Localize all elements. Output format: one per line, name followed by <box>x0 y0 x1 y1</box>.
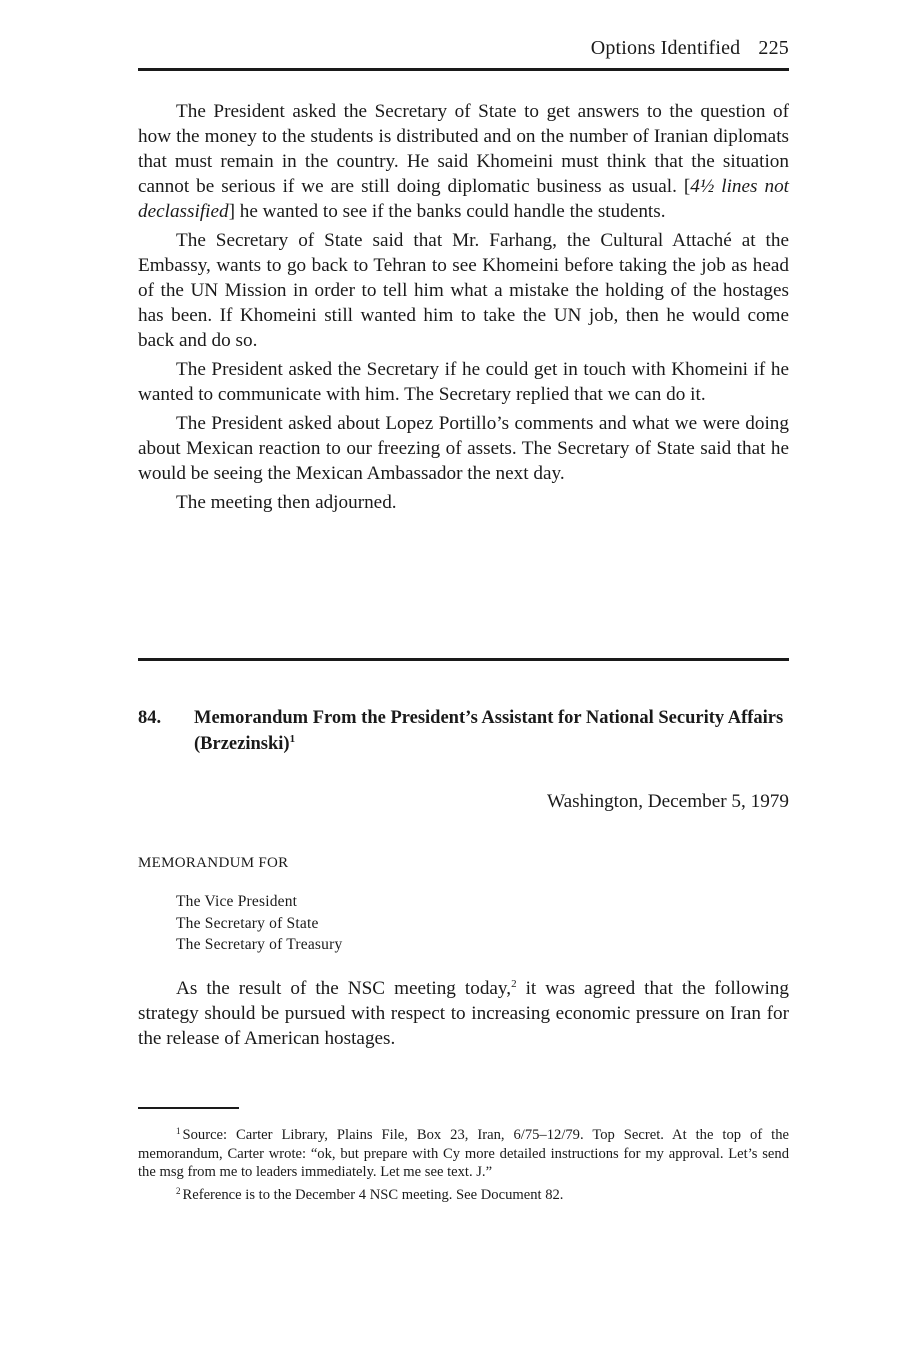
recipient: The Secretary of Treasury <box>176 936 343 953</box>
footnote-text: Source: Carter Library, Plains File, Box 23, Iran, 6/75–12/79. Top Secret. At the top of the memorandum, Carter wrote: “ok, but prepare with Cy more detailed instructions for my approval. Let’s send the msg from me to leaders immediately. Let me see text. J.” <box>138 1127 789 1180</box>
running-head <box>138 37 789 60</box>
page <box>138 0 789 1351</box>
footnote-marker: 1 <box>176 1126 181 1136</box>
paragraph: The Secretary of State said that Mr. Farhang, the Cultural Attaché at the Embassy, wants to go back to Tehran to see Khomeini before taking the job as head of the UN Mission in order to tell him what a mistake the holding of the hostages has been. If Khomeini still wanted him to take the UN job, then he would come back and do so. <box>138 230 789 351</box>
paragraph-text: As the result of the NSC meeting today, <box>176 978 512 999</box>
paragraph-text: it was agreed that the following strategy should be pursued with respect to increasing economic pressure on Iran for the release of American hostages. <box>138 978 789 1049</box>
recipient: The Secretary of State <box>176 914 319 932</box>
memo-for-label: MEMORANDUM FOR <box>138 855 289 871</box>
redaction-note: 4½ lines not declassified <box>138 176 790 222</box>
paragraph: The President asked the Secretary if he could get in touch with Khomeini if he wanted to communicate with him. The Secretary replied that we can do it. <box>138 359 789 405</box>
footnote-ref[interactable]: 2 <box>511 978 517 990</box>
previous-document-text <box>138 99 789 519</box>
footnote <box>138 1126 789 1182</box>
footnote-text: Reference is to the December 4 NSC meeting. See Document 82. <box>182 1186 564 1203</box>
footnotes <box>138 1126 789 1208</box>
dateline: Washington, December 5, 1979 <box>547 791 789 812</box>
paragraph <box>138 99 789 224</box>
document-title <box>194 705 789 757</box>
paragraph: The President asked about Lopez Portillo’s comments and what we were doing about Mexican reaction to our freezing of assets. The Secretary of State said that he would be seeing the Mexican Ambassador the next day. <box>138 413 789 484</box>
header-rule <box>138 68 789 71</box>
paragraph-text: ] he wanted to see if the banks could handle the students. <box>228 201 666 222</box>
document-title-text: Memorandum From the President’s Assistant for National Security Affairs (Brzezinski) <box>194 708 784 754</box>
footnote <box>138 1186 789 1205</box>
footnote-marker: 2 <box>176 1185 181 1196</box>
paragraph-text: The President asked the Secretary of State to get answers to the question of how the money to the students is distributed and on the number of Iranian diplomats that must remain in the country. He said Khomeini must think that the situation cannot be serious if we are still doing diplomatic business as usual. [ <box>138 101 789 197</box>
document-heading <box>138 705 789 757</box>
page-number: 225 <box>758 37 789 59</box>
document-number: 84. <box>138 708 162 728</box>
footnote-ref[interactable]: 1 <box>289 733 296 745</box>
document-separator-rule <box>138 658 789 661</box>
memo-body <box>138 976 789 1051</box>
recipient: The Vice President <box>176 893 298 910</box>
running-head-title: Options Identified <box>590 37 741 59</box>
paragraph <box>138 976 789 1051</box>
footnote-rule <box>138 1107 239 1109</box>
paragraph: The meeting then adjourned. <box>176 492 397 513</box>
recipient-list <box>176 891 342 956</box>
